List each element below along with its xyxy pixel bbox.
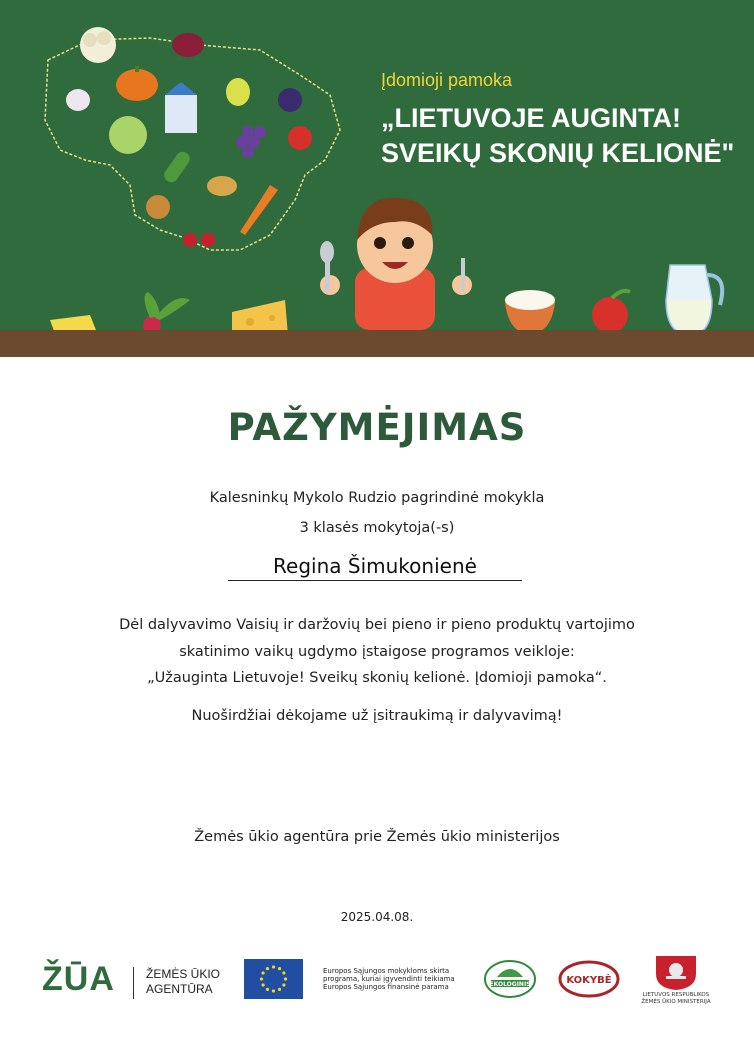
teacher-role: 3 klasės mokytoja(-s): [299, 520, 455, 536]
issuer-name: Žemės ūkio agentūra prie Žemės ūkio ministerijos: [194, 829, 560, 845]
milk-jug-icon: [666, 265, 722, 335]
zua-text-line-1: ŽEMĖS ŪKIO: [146, 967, 221, 981]
potato-icon: [207, 176, 237, 196]
wooden-shelf: [0, 330, 754, 357]
logo-divider: [133, 967, 134, 999]
apple-icon: [592, 297, 628, 333]
eu-text-line-1: Europos Sąjungos mokykloms skirta: [323, 967, 450, 975]
carrot-icon: [240, 185, 278, 235]
zua-logo-text: [146, 967, 220, 997]
body-line-3: „Užauginta Lietuvoje! Sveikų skonių kelionė. Įdomioji pamoka“.: [147, 670, 607, 686]
tomato-icon: [288, 126, 312, 150]
ekologinis-logo: [483, 959, 537, 1003]
eu-text-line-2: programa, kuriai įgyvendinti teikiama: [323, 975, 455, 983]
cucumber-icon: [162, 149, 193, 185]
zua-logo: ŽŪA: [42, 960, 115, 998]
header-banner: [0, 0, 754, 357]
eu-text-line-3: Europos Sąjungos finansinė parama: [323, 983, 449, 991]
headline-line-1: „LIETUVOJE AUGINTA!: [381, 103, 682, 133]
radish-icon: [143, 292, 190, 334]
ministry-text-line-2: ŽEMĖS ŪKIO MINISTERIJA: [641, 999, 711, 1005]
ministry-text-line-1: LIETUVOS RESPUBLIKOS: [642, 992, 710, 998]
body-line-2: skatinimo vaikų ugdymo įstaigose programos veikloje:: [179, 644, 575, 660]
garlic-icon: [66, 89, 90, 111]
eu-flag-icon: [244, 959, 303, 999]
school-name: Kalesninkų Mykolo Rudzio pagrindinė mokykla: [209, 490, 545, 506]
cherry-icon: [183, 233, 197, 247]
cabbage-icon: [109, 116, 147, 154]
body-line-1: Dėl dalyvavimo Vaisių ir daržovių bei pieno ir pieno produktų vartojimo: [119, 617, 635, 633]
onion-icon: [146, 195, 170, 219]
beet-icon: [172, 33, 204, 57]
plum-icon: [278, 88, 302, 112]
thanks-text: Nuoširdžiai dėkojame už įsitraukimą ir dalyvavimą!: [191, 708, 563, 724]
kokybe-logo: [558, 960, 620, 1002]
coat-of-arms-icon: [652, 952, 700, 996]
boy-character: [320, 198, 472, 330]
eko-label: EKOLOGINIS: [489, 981, 531, 988]
milk-carton-icon: [165, 95, 197, 133]
headline-line-2: SVEIKŲ SKONIŲ KELIONĖ": [381, 138, 735, 168]
pear-icon: [226, 78, 250, 106]
pumpkin-icon: [116, 69, 158, 101]
ministry-text: [636, 992, 716, 1006]
lesson-subtitle: Įdomioji pamoka: [381, 70, 513, 90]
eu-program-text: [323, 967, 473, 991]
lesson-headline: [381, 101, 734, 171]
banner-illustration: [0, 0, 754, 357]
zua-text-line-2: AGENTŪRA: [146, 982, 213, 996]
certificate-title: PAŽYMĖJIMAS: [227, 406, 527, 449]
kokybe-label: KOKYBĖ: [566, 975, 612, 986]
grapes-icon: [236, 126, 266, 158]
recipient-name: Regina Šimukonienė: [228, 554, 522, 581]
issue-date: 2025.04.08.: [340, 910, 414, 924]
